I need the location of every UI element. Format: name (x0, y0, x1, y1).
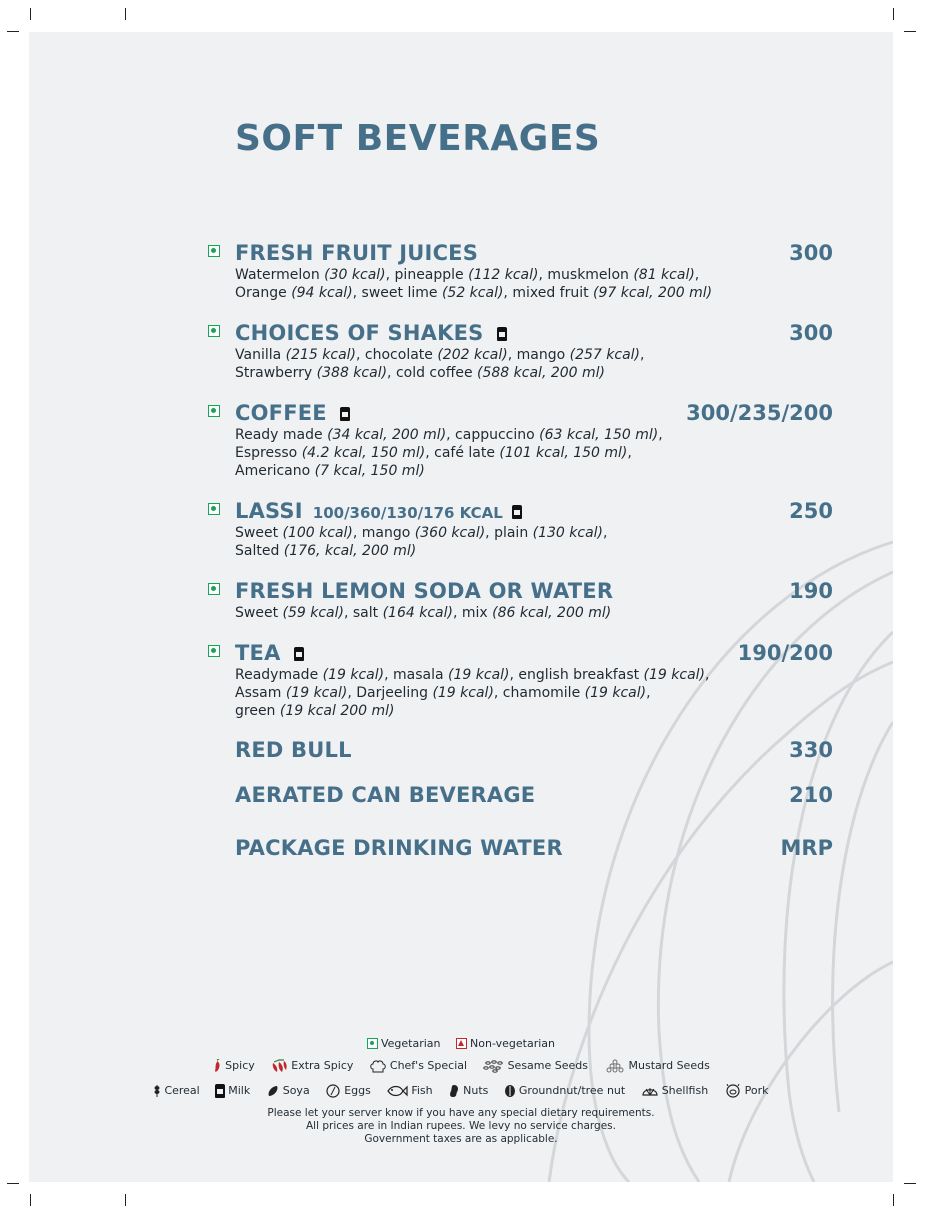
item-name: RED BULL (235, 738, 352, 762)
menu-item-red-bull (235, 737, 835, 763)
menu-item-choices-of-shakes (235, 320, 835, 382)
item-price: MRP (780, 836, 833, 860)
item-description: Ready made (34 kcal, 200 ml), cappuccino (63 kcal, 150 ml), Espresso (4.2 kcal, 150 ml), café late (101 kcal, 150 ml), Americano (7 kcal, 150 ml) (235, 427, 663, 479)
item-description: Sweet (59 kcal), salt (164 kcal), mix (86 kcal, 200 ml) (235, 605, 612, 621)
item-name: AERATED CAN BEVERAGE (235, 783, 536, 807)
menu-item-package-drinking-water (235, 835, 835, 861)
milk-icon (294, 647, 304, 661)
fish-icon (386, 1084, 408, 1098)
item-name: FRESH LEMON SODA OR WATER (235, 579, 614, 603)
item-name: CHOICES OF SHAKES (235, 321, 484, 345)
crop-mark (893, 8, 894, 20)
legend-row-special: Spicy Extra Spicy Chef's Special Sesame Seeds Mustard Seeds (29, 1059, 893, 1073)
vegetarian-icon (208, 325, 220, 337)
item-price: 300 (789, 321, 833, 345)
item-price: 300 (789, 241, 833, 265)
menu-item-fresh-lemon-soda (235, 578, 835, 622)
milk-icon (340, 407, 350, 421)
item-price: 250 (789, 499, 833, 523)
milk-icon (512, 505, 522, 519)
crop-mark (125, 1194, 126, 1206)
menu-item-aerated-can-beverage (235, 782, 835, 808)
item-name: FRESH FRUIT JUICES (235, 241, 479, 265)
vegetarian-icon (208, 583, 220, 595)
pork-icon (724, 1084, 742, 1098)
item-description: Readymade (19 kcal), masala (19 kcal), english breakfast (19 kcal), Assam (19 kcal), Darjeeling (19 kcal), chamomile (19 kcal), green (19 kcal 200 ml) (235, 667, 710, 719)
item-name: PACKAGE DRINKING WATER (235, 836, 563, 860)
chili-icon (212, 1059, 222, 1073)
menu-page (29, 32, 893, 1182)
item-price: 330 (789, 738, 833, 762)
crop-mark (125, 8, 126, 20)
vegetarian-icon (208, 645, 220, 657)
eggs-icon (325, 1084, 341, 1098)
chef-hat-icon (369, 1059, 387, 1073)
vegetarian-icon (367, 1038, 378, 1049)
nuts-icon (448, 1084, 460, 1098)
milk-icon (497, 327, 507, 341)
crop-mark (30, 8, 31, 20)
mustard-seeds-icon (604, 1059, 626, 1073)
item-name: COFFEE (235, 401, 327, 425)
item-price: 190/200 (737, 641, 833, 665)
menu-item-coffee (235, 400, 835, 480)
non-vegetarian-icon (456, 1038, 467, 1049)
item-subname: 100/360/130/176 KCAL (312, 504, 503, 522)
crop-mark (7, 31, 19, 32)
extra-spicy-icon (270, 1059, 288, 1073)
item-name: LASSI (235, 499, 303, 523)
item-description: Watermelon (30 kcal), pineapple (112 kcal), muskmelon (81 kcal), Orange (94 kcal), sweet lime (52 kcal), mixed fruit (97 kcal, 200 ml) (235, 267, 713, 301)
legend-row-diet: Vegetarian Non-vegetarian (29, 1036, 893, 1050)
crop-mark (904, 1183, 916, 1184)
shellfish-icon (641, 1084, 659, 1098)
footer-notes: Please let your server know if you have any special dietary requirements. All prices are in Indian rupees. We levy no service charges. Government taxes are as applicable. (267, 1107, 655, 1145)
crop-mark (30, 1194, 31, 1206)
cereal-icon (153, 1084, 161, 1098)
sesame-seeds-icon (483, 1059, 505, 1073)
item-description: Vanilla (215 kcal), chocolate (202 kcal), mango (257 kcal), Strawberry (388 kcal), cold coffee (588 kcal, 200 ml) (235, 347, 645, 381)
item-price: 300/235/200 (686, 401, 833, 425)
item-price: 210 (789, 783, 833, 807)
legend-row-allergens: Cereal Milk Soya Eggs Fish Nuts Groundnut/tree nut Shellfish Pork (29, 1084, 893, 1098)
vegetarian-icon (208, 405, 220, 417)
item-name: TEA (235, 641, 281, 665)
page-title: SOFT BEVERAGES (235, 118, 601, 159)
vegetarian-icon (208, 503, 220, 515)
crop-mark (7, 1183, 19, 1184)
vegetarian-icon (208, 245, 220, 257)
milk-icon (215, 1084, 225, 1098)
item-price: 190 (789, 579, 833, 603)
menu-item-lassi (235, 498, 835, 560)
crop-mark (904, 31, 916, 32)
crop-mark (893, 1194, 894, 1206)
menu-item-tea (235, 640, 835, 720)
soya-icon (266, 1084, 280, 1098)
menu-item-fresh-fruit-juices (235, 240, 835, 302)
item-description: Sweet (100 kcal), mango (360 kcal), plain (130 kcal), Salted (176, kcal, 200 ml) (235, 525, 608, 559)
groundnut-icon (504, 1084, 516, 1098)
